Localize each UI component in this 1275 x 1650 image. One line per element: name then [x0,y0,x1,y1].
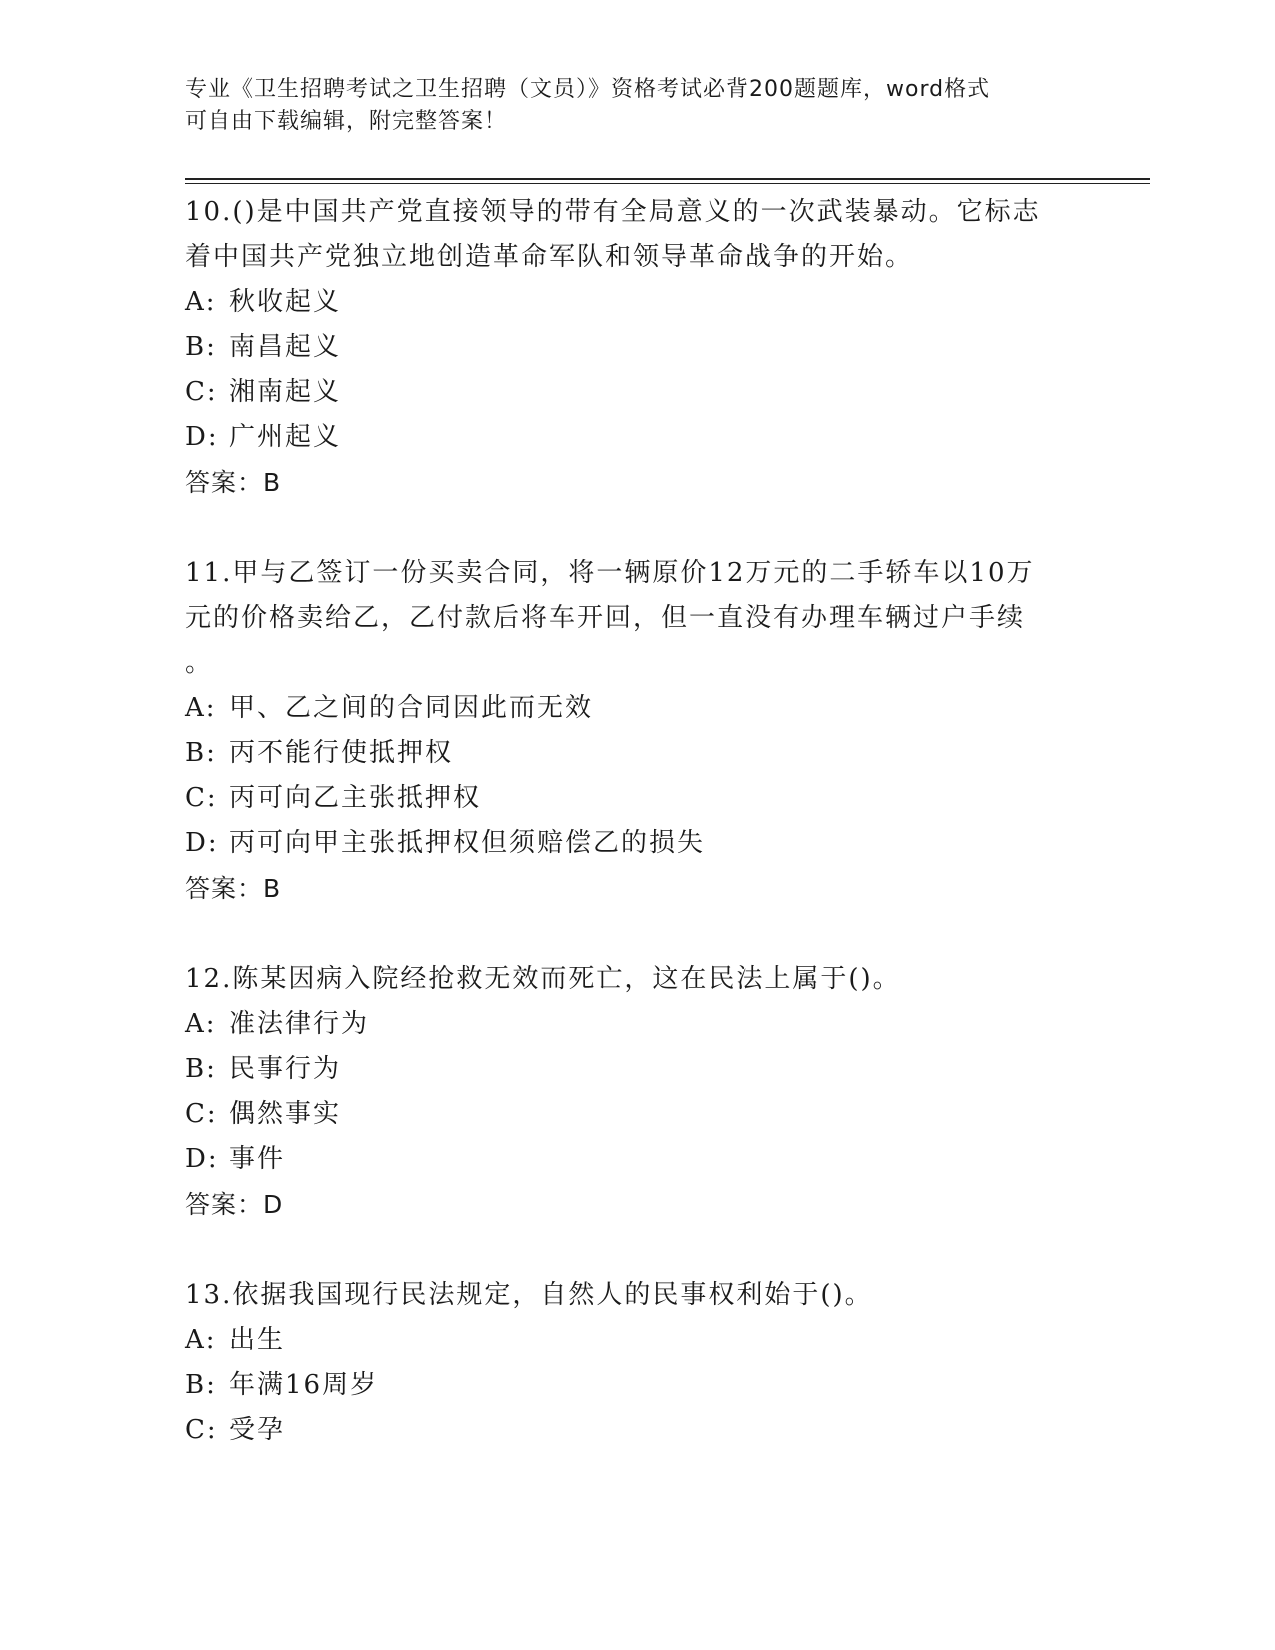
option-text: 丙可向甲主张抵押权但须赔偿乙的损失 [229,828,706,858]
answer-line: 答案：B [185,874,282,903]
question-list [185,190,1085,1499]
option-text: 准法律行为 [229,1009,370,1039]
question-12 [185,957,1085,1227]
option-letter: D: [185,828,219,858]
option-letter: D: [185,1144,219,1174]
option-a [185,1002,1085,1047]
option-text: 偶然事实 [229,1099,342,1129]
option-letter: A: [185,1325,217,1355]
option-b [185,1047,1085,1092]
question-10 [185,190,1085,505]
option-letter: A: [185,287,217,317]
option-text: 丙不能行使抵押权 [229,738,454,768]
option-letter: B: [185,1054,217,1084]
option-c [185,1408,1085,1453]
question-11 [185,551,1085,911]
option-text: 年满16周岁 [229,1370,379,1400]
option-text: 甲、乙之间的合同因此而无效 [229,693,594,723]
option-a [185,280,1085,325]
option-d [185,415,1085,460]
option-text: 出生 [229,1325,286,1355]
option-d [185,821,1085,866]
question-stem-line: 着中国共产党独立地创造革命军队和领导革命战争的开始。 [185,242,914,272]
question-stem-line: 13.依据我国现行民法规定，自然人的民事权利始于()。 [185,1280,873,1310]
question-13 [185,1273,1085,1453]
option-letter: D: [185,422,219,452]
option-c [185,776,1085,821]
question-stem-line: 元的价格卖给乙，乙付款后将车开回，但一直没有办理车辆过户手续 [185,603,1026,633]
option-a [185,1318,1085,1363]
option-text: 秋收起义 [229,287,342,317]
option-b [185,731,1085,776]
header-line-2: 可自由下载编辑，附完整答案！ [185,109,508,134]
option-text: 广州起义 [229,422,342,452]
answer-line: 答案：B [185,468,282,497]
option-b [185,1363,1085,1408]
question-stem-line: 10.()是中国共产党直接领导的带有全局意义的一次武装暴动。它标志 [185,197,1041,227]
option-letter: A: [185,1009,217,1039]
option-text: 丙可向乙主张抵押权 [229,783,482,813]
option-letter: C: [185,1099,218,1129]
question-stem-line: 11.甲与乙签订一份买卖合同，将一辆原价12万元的二手轿车以10万 [185,558,1035,588]
header-divider-thin [185,183,1150,184]
option-letter: B: [185,1370,217,1400]
option-text: 受孕 [229,1415,286,1445]
option-letter: A: [185,693,217,723]
header-line-1: 专业《卫生招聘考试之卫生招聘（文员）》资格考试必背200题题库，word格式 [185,77,991,102]
page-header [185,74,1085,138]
option-a [185,686,1085,731]
option-text: 南昌起义 [229,332,342,362]
option-text: 事件 [229,1144,286,1174]
header-divider-thick [185,178,1150,180]
option-letter: C: [185,783,218,813]
option-text: 湘南起义 [229,377,342,407]
option-text: 民事行为 [229,1054,342,1084]
option-b [185,325,1085,370]
option-letter: B: [185,332,217,362]
question-stem-line: 12.陈某因病入院经抢救无效而死亡，这在民法上属于()。 [185,964,901,994]
option-c [185,1092,1085,1137]
option-letter: B: [185,738,217,768]
option-d [185,1137,1085,1182]
answer-line: 答案：D [185,1190,284,1219]
option-c [185,370,1085,415]
option-letter: C: [185,1415,218,1445]
option-letter: C: [185,377,218,407]
question-stem-line: 。 [185,648,214,678]
